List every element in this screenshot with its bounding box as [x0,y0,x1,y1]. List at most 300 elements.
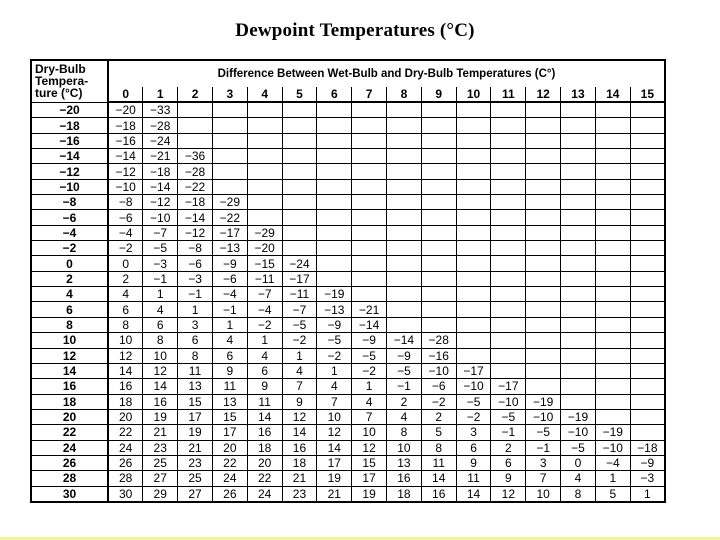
dewpoint-cell: 10 [387,440,422,455]
dewpoint-cell [491,348,526,363]
dewpoint-cell [526,118,561,133]
table-row [31,133,665,148]
dewpoint-cell [561,241,596,256]
dewpoint-cell: −29 [247,225,282,240]
dewpoint-cell: 4 [282,363,317,378]
dewpoint-cell [282,179,317,194]
dewpoint-cell [630,210,665,225]
table-row [31,455,665,470]
dewpoint-cell [491,271,526,286]
dewpoint-cell: 16 [421,486,456,502]
dewpoint-cell [421,256,456,271]
dewpoint-cell [456,179,491,194]
dewpoint-cell [491,133,526,148]
dewpoint-cell: −2 [352,363,387,378]
dry-bulb-cell: 2 [31,271,108,286]
dewpoint-cell: −10 [561,425,596,440]
dewpoint-cell: −24 [143,133,178,148]
dewpoint-cell: 7 [526,471,561,486]
dewpoint-cell: −18 [630,440,665,455]
dewpoint-cell: 12 [491,486,526,502]
dewpoint-cell: 14 [282,425,317,440]
dewpoint-cell [421,133,456,148]
column-header-4: 4 [247,87,282,102]
dewpoint-cell [595,118,630,133]
dewpoint-cell [630,287,665,302]
dewpoint-cell: 19 [352,486,387,502]
dewpoint-cell: 12 [282,409,317,424]
dewpoint-cell [595,256,630,271]
dry-bulb-cell: −10 [31,179,108,194]
dewpoint-cell [247,149,282,164]
table-row [31,241,665,256]
dewpoint-cell: 21 [143,425,178,440]
dewpoint-cell [561,363,596,378]
dewpoint-cell [491,302,526,317]
dewpoint-cell: 4 [387,409,422,424]
dewpoint-cell: 6 [178,333,213,348]
dewpoint-cell: −20 [108,102,143,118]
dewpoint-cell [387,210,422,225]
dewpoint-cell: −3 [178,271,213,286]
column-header-5: 5 [282,87,317,102]
dewpoint-cell: −19 [526,394,561,409]
dry-bulb-cell: 14 [31,363,108,378]
dewpoint-cell: 1 [178,302,213,317]
dewpoint-cell: −5 [282,317,317,332]
dewpoint-cell [630,409,665,424]
dry-bulb-cell: −2 [31,241,108,256]
dewpoint-cell [630,302,665,317]
dewpoint-cell: −5 [526,425,561,440]
dewpoint-cell [561,394,596,409]
dry-bulb-cell: 28 [31,471,108,486]
dewpoint-cell: −17 [491,379,526,394]
dewpoint-cell [595,241,630,256]
dewpoint-cell: 19 [178,425,213,440]
dry-bulb-cell: −12 [31,164,108,179]
dewpoint-cell: −5 [352,348,387,363]
dewpoint-cell: 21 [317,486,352,502]
dewpoint-cell: 4 [352,394,387,409]
dewpoint-cell: 25 [178,471,213,486]
dewpoint-cell [317,179,352,194]
dewpoint-cell: −14 [178,210,213,225]
dewpoint-cell [561,256,596,271]
dewpoint-cell: 14 [108,363,143,378]
dewpoint-cell: −28 [421,333,456,348]
dewpoint-cell: −1 [178,287,213,302]
column-header-3: 3 [212,87,247,102]
dewpoint-cell: 4 [561,471,596,486]
dewpoint-cell: 3 [526,455,561,470]
dewpoint-cell [421,287,456,302]
dewpoint-cell: −4 [247,302,282,317]
dewpoint-table [30,59,666,503]
dewpoint-cell: 9 [282,394,317,409]
dewpoint-cell [491,287,526,302]
dewpoint-cell: 16 [247,425,282,440]
dewpoint-cell [526,256,561,271]
dewpoint-cell: −9 [630,455,665,470]
dewpoint-cell: 23 [282,486,317,502]
dewpoint-cell [387,195,422,210]
dewpoint-cell: 1 [143,287,178,302]
dewpoint-cell [595,164,630,179]
dewpoint-cell: 14 [456,486,491,502]
table-header-row [31,60,665,87]
dewpoint-cell [247,179,282,194]
dry-bulb-cell: −4 [31,225,108,240]
dewpoint-cell [491,363,526,378]
dry-bulb-cell: 8 [31,317,108,332]
dewpoint-cell [526,210,561,225]
dewpoint-cell [317,271,352,286]
dewpoint-cell [212,149,247,164]
dewpoint-cell: −20 [247,241,282,256]
dewpoint-cell: 7 [282,379,317,394]
dewpoint-cell [526,179,561,194]
dewpoint-cell: 30 [108,486,143,502]
dry-bulb-cell: −6 [31,210,108,225]
dewpoint-cell [352,118,387,133]
dewpoint-cell [212,164,247,179]
dewpoint-cell: −21 [143,149,178,164]
dewpoint-cell: 0 [108,256,143,271]
dewpoint-cell [630,363,665,378]
dewpoint-cell: −19 [595,425,630,440]
dewpoint-cell: 27 [178,486,213,502]
dewpoint-cell [317,210,352,225]
dewpoint-cell: 19 [143,409,178,424]
dewpoint-cell: 10 [108,333,143,348]
dewpoint-cell: −6 [108,210,143,225]
dewpoint-cell [526,348,561,363]
dewpoint-cell: −6 [421,379,456,394]
dewpoint-cell [212,179,247,194]
table-row [31,317,665,332]
dewpoint-cell: 4 [247,348,282,363]
dewpoint-cell: 17 [317,455,352,470]
dewpoint-cell [387,225,422,240]
dewpoint-cell [561,287,596,302]
table-row [31,118,665,133]
dewpoint-cell [561,164,596,179]
dewpoint-cell: 1 [247,333,282,348]
column-header-2: 2 [178,87,213,102]
dewpoint-cell [421,317,456,332]
column-header-8: 8 [387,87,422,102]
dewpoint-cell: 10 [352,425,387,440]
dewpoint-cell: −17 [212,225,247,240]
dewpoint-cell: 20 [247,455,282,470]
dewpoint-cell [352,271,387,286]
dewpoint-cell: −7 [282,302,317,317]
table-row [31,486,665,502]
dewpoint-cell [387,149,422,164]
table-row [31,256,665,271]
dewpoint-cell: 17 [178,409,213,424]
dewpoint-cell: 2 [387,394,422,409]
dry-bulb-header: Dry-Bulb Tempera- ture (°C) [31,60,108,102]
dewpoint-cell [387,287,422,302]
dewpoint-cell [561,118,596,133]
dewpoint-cell: −28 [143,118,178,133]
dewpoint-cell: −1 [491,425,526,440]
dewpoint-cell [212,102,247,118]
dewpoint-cell: −10 [108,179,143,194]
dry-bulb-cell: 6 [31,302,108,317]
dewpoint-cell: −14 [108,149,143,164]
dewpoint-cell: −3 [143,256,178,271]
dewpoint-cell: 11 [456,471,491,486]
dewpoint-cell [247,195,282,210]
dewpoint-cell [282,149,317,164]
dewpoint-cell: 1 [317,363,352,378]
dewpoint-cell [456,287,491,302]
dewpoint-cell [491,225,526,240]
dewpoint-cell [456,133,491,148]
dewpoint-cell [561,149,596,164]
dewpoint-cell: 13 [212,394,247,409]
dewpoint-cell: −9 [387,348,422,363]
dewpoint-cell: −5 [456,394,491,409]
table-row [31,471,665,486]
table-row [31,287,665,302]
dewpoint-cell [630,256,665,271]
dewpoint-cell: 6 [108,302,143,317]
column-header-13: 13 [561,87,596,102]
dewpoint-cell: 12 [352,440,387,455]
dewpoint-cell: 27 [143,471,178,486]
dewpoint-cell [491,256,526,271]
dewpoint-cell [352,241,387,256]
dewpoint-cell: 23 [178,455,213,470]
dewpoint-cell [630,348,665,363]
dewpoint-cell [212,133,247,148]
dewpoint-cell: −18 [143,164,178,179]
dewpoint-cell: −19 [561,409,596,424]
dewpoint-cell: −3 [630,471,665,486]
dewpoint-cell: 4 [212,333,247,348]
dewpoint-cell: 6 [456,440,491,455]
dewpoint-cell: 15 [178,394,213,409]
dewpoint-cell: −11 [247,271,282,286]
dewpoint-cell [178,102,213,118]
dewpoint-cell [595,102,630,118]
dewpoint-cell: 8 [561,486,596,502]
dewpoint-cell [247,133,282,148]
dewpoint-cell [387,133,422,148]
dewpoint-cell: 1 [352,379,387,394]
dewpoint-cell: 4 [143,302,178,317]
dewpoint-cell [456,302,491,317]
dewpoint-cell [282,210,317,225]
dewpoint-cell: −10 [595,440,630,455]
dewpoint-cell [387,317,422,332]
dewpoint-cell [247,164,282,179]
dewpoint-cell [561,179,596,194]
dewpoint-cell: −17 [282,271,317,286]
dewpoint-cell [630,164,665,179]
dewpoint-cell: −9 [317,317,352,332]
dewpoint-cell [387,164,422,179]
dewpoint-cell [456,256,491,271]
dewpoint-cell: 20 [212,440,247,455]
dewpoint-cell: 5 [595,486,630,502]
dewpoint-cell [595,149,630,164]
dewpoint-cell [491,241,526,256]
dewpoint-cell: −8 [178,241,213,256]
dewpoint-cell [526,363,561,378]
dewpoint-cell [421,271,456,286]
dewpoint-cell: −9 [352,333,387,348]
dewpoint-cell [526,333,561,348]
dewpoint-cell: −4 [108,225,143,240]
dewpoint-cell [491,317,526,332]
dewpoint-cell: 20 [108,409,143,424]
dry-bulb-cell: −8 [31,195,108,210]
dewpoint-cell: −1 [212,302,247,317]
dewpoint-cell [247,102,282,118]
dewpoint-cell: 2 [108,271,143,286]
dewpoint-cell: 18 [108,394,143,409]
dewpoint-cell [352,149,387,164]
column-header-14: 14 [595,87,630,102]
dewpoint-cell [212,118,247,133]
dewpoint-cell [630,241,665,256]
dry-bulb-cell: 24 [31,440,108,455]
dewpoint-cell [282,241,317,256]
dewpoint-cell [352,102,387,118]
dry-bulb-cell: 30 [31,486,108,502]
dewpoint-cell [595,287,630,302]
dewpoint-cell: −5 [491,409,526,424]
table-row [31,195,665,210]
dewpoint-cell [595,133,630,148]
dewpoint-cell [526,225,561,240]
table-row [31,102,665,118]
dewpoint-cell: −24 [282,256,317,271]
dewpoint-cell [595,317,630,332]
dewpoint-cell: −7 [247,287,282,302]
dry-bulb-cell: 10 [31,333,108,348]
dewpoint-cell: 4 [108,287,143,302]
dewpoint-cell [526,195,561,210]
dewpoint-cell: 7 [352,409,387,424]
dewpoint-cell: 26 [108,455,143,470]
dewpoint-cell: −10 [421,363,456,378]
dry-bulb-cell: 12 [31,348,108,363]
dewpoint-cell [421,179,456,194]
dewpoint-cell: −21 [352,302,387,317]
dewpoint-cell [491,118,526,133]
dewpoint-cell [630,317,665,332]
dewpoint-cell: −12 [143,195,178,210]
dewpoint-cell: 18 [387,486,422,502]
column-numbers-row [31,87,665,102]
dewpoint-cell: 22 [212,455,247,470]
dewpoint-cell: 9 [212,363,247,378]
dewpoint-cell: 26 [212,486,247,502]
dewpoint-cell [387,241,422,256]
dewpoint-cell [491,102,526,118]
dewpoint-cell [595,333,630,348]
dewpoint-cell [178,133,213,148]
dewpoint-cell [630,333,665,348]
dewpoint-cell [421,164,456,179]
dry-bulb-cell: 16 [31,379,108,394]
dewpoint-cell [630,195,665,210]
dewpoint-cell [561,348,596,363]
dewpoint-cell [630,149,665,164]
dewpoint-cell [526,102,561,118]
dewpoint-cell: 1 [630,486,665,502]
dewpoint-cell: −16 [108,133,143,148]
dewpoint-cell [352,133,387,148]
dewpoint-cell [491,179,526,194]
dewpoint-cell [282,118,317,133]
column-header-15: 15 [630,87,665,102]
dewpoint-cell: 14 [317,440,352,455]
dewpoint-cell [561,102,596,118]
dewpoint-cell [561,302,596,317]
dewpoint-cell [387,302,422,317]
dewpoint-cell: 2 [491,440,526,455]
dewpoint-cell: 16 [143,394,178,409]
table-row [31,425,665,440]
dewpoint-cell: 10 [526,486,561,502]
dewpoint-cell: 16 [387,471,422,486]
dewpoint-cell: −29 [212,195,247,210]
dewpoint-cell [421,149,456,164]
dewpoint-cell: −13 [212,241,247,256]
dewpoint-cell [595,225,630,240]
dewpoint-cell: 29 [143,486,178,502]
dewpoint-cell: 0 [561,455,596,470]
dewpoint-cell [282,225,317,240]
dewpoint-cell: 25 [143,455,178,470]
dewpoint-cell: −14 [387,333,422,348]
dewpoint-cell [630,102,665,118]
table-row [31,179,665,194]
dewpoint-cell: 6 [212,348,247,363]
dewpoint-cell [595,348,630,363]
dewpoint-cell [421,102,456,118]
dewpoint-cell: 11 [178,363,213,378]
dewpoint-cell: 15 [352,455,387,470]
dewpoint-cell: 9 [456,455,491,470]
dewpoint-cell: −18 [178,195,213,210]
dewpoint-cell: 24 [212,471,247,486]
dewpoint-cell: 17 [212,425,247,440]
dewpoint-cell: 16 [108,379,143,394]
dewpoint-cell [561,210,596,225]
dewpoint-cell: 24 [247,486,282,502]
dewpoint-cell: 10 [317,409,352,424]
dewpoint-cell: −16 [421,348,456,363]
table-row [31,225,665,240]
dewpoint-cell [387,256,422,271]
dewpoint-cell [526,241,561,256]
dewpoint-cell [561,133,596,148]
dewpoint-cell [456,271,491,286]
dewpoint-cell [352,287,387,302]
dewpoint-cell: 14 [247,409,282,424]
dewpoint-cell: −12 [108,164,143,179]
dewpoint-cell [526,302,561,317]
dewpoint-cell: −14 [352,317,387,332]
